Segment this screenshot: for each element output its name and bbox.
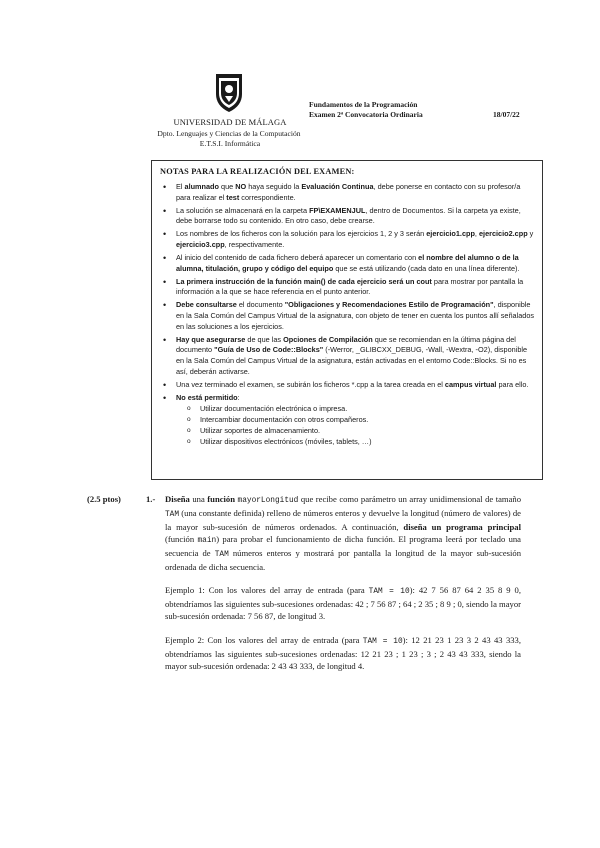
note-item-not-allowed — [176, 393, 536, 448]
note-item — [176, 380, 536, 391]
not-allowed-list — [176, 404, 536, 447]
bold-text: ejercicio1.cpp — [426, 229, 475, 239]
course-title: Fundamentos de la Programación — [309, 100, 418, 109]
school-name: E.T.S.I. Informática — [199, 139, 261, 148]
text-run: el documento — [236, 300, 285, 310]
text-run: (una constante definida) relleno de números enteros y devuelve la longitud (número de valores) de la mayor sub-sucesión de números ordenados. A continuación, — [165, 507, 521, 532]
text-run: ): 42 7 56 87 64 2 35 8 9 0, obtendríamos las siguientes sub-sucesiones ordenadas: 42 ; 7 56 87 ; 64 ; 2 35 ; 8 9 ; 0, siendo la mayor sub-sucesión ordenada: 7 56 87, de longitud 3. — [165, 585, 521, 622]
text-run: que se está utilizando (cada dato en una línea diferente). — [333, 263, 520, 273]
exam-date: 18/07/22 — [493, 110, 520, 119]
bold-text: "Obligaciones y Recomendaciones Estilo de Programación" — [284, 300, 494, 310]
note-item — [176, 300, 536, 332]
text-run: de que las — [245, 334, 284, 344]
not-allowed-item: o Utilizar soportes de almacenamiento. — [200, 426, 536, 437]
bold-text: Opciones de Compilación — [283, 334, 373, 344]
not-allowed-colon: : — [237, 392, 240, 402]
exercise-points: (2.5 ptos) — [87, 494, 121, 504]
exercise-body — [165, 494, 521, 685]
bold-text: diseña un programa principal — [403, 521, 521, 532]
not-allowed-label: No está permitido — [176, 392, 238, 402]
bold-text: el nombre del alumno o de la alumna, titulación, grupo y código del equipo — [176, 253, 519, 273]
text-run: números enteros y mostrará por pantalla la longitud de la mayor sub-sucesión ordenada de dicha secuencia. — [165, 547, 521, 572]
bold-text: ejercicio2.cpp — [478, 229, 528, 239]
university-logo — [211, 72, 247, 114]
department-name: Dpto. Lenguajes y Ciencias de la Computación — [157, 129, 301, 138]
text-run: para ello. — [496, 379, 529, 389]
bold-text: Diseña — [165, 494, 190, 504]
bold-text: campus virtual — [444, 379, 497, 389]
text-run: y — [527, 229, 534, 239]
text-run: Ejemplo 1: Con los valores del array de entrada (para — [165, 585, 369, 596]
bold-text: NO — [235, 182, 247, 191]
text-run: Ejemplo 2: Con los valores del array de entrada (para — [165, 635, 363, 646]
note-item — [176, 206, 536, 227]
logo-emblem-icon — [216, 74, 242, 112]
note-item — [176, 253, 536, 274]
note-item — [176, 277, 536, 298]
bold-text: FP\EXAMENJUL — [309, 205, 366, 215]
text-run: , dentro de Documentos. Si la carpeta ya existe, debe borrarse todo su contenido. En otro caso, debe crearse. — [176, 205, 521, 226]
text-run: Al inicio del contenido de cada fichero deberá aparecer un comentario con — [176, 253, 419, 263]
text-run: para mostrar por pantalla la información a la que se hace referencia en el punto anterior. — [176, 276, 524, 297]
bold-text: ejercicio3.cpp — [176, 239, 225, 249]
text-run: (función — [165, 533, 198, 544]
code-text: main — [197, 536, 217, 545]
exam-title: Examen 2ª Convocatoria Ordinaria — [309, 110, 423, 119]
bold-text: test — [226, 192, 240, 202]
exercise-example-2 — [165, 635, 521, 673]
exercise-number: 1.- — [146, 494, 156, 504]
text-run: La solución se almacenará en la carpeta — [176, 205, 310, 215]
bold-text: Debe consultarse — [176, 300, 237, 310]
notes-title: NOTAS PARA LA REALIZACIÓN DEL EXAMEN: — [160, 167, 355, 176]
text-run: que se recomiendan en la última página del documento — [176, 334, 516, 355]
text-run: que — [218, 182, 236, 191]
exercise-example-1 — [165, 585, 521, 623]
bold-text: Hay que asegurarse — [176, 334, 246, 344]
text-run: , respectivamente. — [224, 239, 285, 249]
text-run: ) para probar el funcionamiento de dicha función. El programa leerá por teclado una secuencia de — [165, 533, 521, 558]
notes-list — [156, 182, 536, 447]
code-text: TAM — [165, 510, 180, 519]
not-allowed-item: o Utilizar dispositivos electrónicos (móviles, tablets, …) — [200, 437, 536, 448]
bold-text: función — [207, 494, 235, 504]
bold-text: La primera instrucción de la función main() de cada ejercicio será un cout — [176, 276, 432, 286]
code-text: TAM = 10 — [362, 638, 403, 647]
code-text: TAM = 10 — [368, 588, 410, 597]
text-run: haya seguido la — [246, 182, 302, 191]
text-run: ): 12 21 23 1 23 3 2 43 43 333, obtendríamos las siguientes sub-sucesiones ordenadas: 12 21 23 ; 1 23 ; 3 ; 2 43 43 333, siendo la mayor sub-sucesión ordenada: 2 43 43 333, de longitud 4. — [165, 635, 521, 671]
text-run: Los nombres de los ficheros con la solución para los ejercicios 1, 2 y 3 serán — [176, 229, 427, 239]
code-text: TAM — [214, 550, 229, 559]
university-name: UNIVERSIDAD DE MÁLAGA — [173, 117, 287, 127]
text-run: que recibe como parámetro un array unidimensional de tamaño — [298, 494, 521, 504]
note-item — [176, 182, 536, 203]
text-run: El — [176, 182, 185, 191]
bold-text: Evaluación Continua — [301, 182, 374, 191]
text-run: correspondiente. — [239, 192, 296, 202]
text-run: , disponible en la Sala Común del Campus Virtual de la asignatura, con objeto de tener en cuenta los puntos allí señalados en las soluciones a los ejercicios. — [176, 300, 535, 331]
note-item — [176, 229, 536, 250]
text-run: , debe ponerse en contacto con su profesor/a para realizar el — [176, 182, 521, 202]
text-run: , — [474, 229, 479, 239]
exam-notes-box — [151, 160, 543, 480]
text-run: una — [189, 494, 208, 504]
note-item — [176, 335, 536, 377]
exercise-statement — [165, 494, 521, 573]
not-allowed-item: o Intercambiar documentación con otros compañeros. — [200, 415, 536, 426]
text-run: (-Werror, _GLIBCXX_DEBUG, -Wall, -Wextra, -O2), disponible en la Sala Común del Campus Virtual de la asignatura, están activadas en el entorno Code::Blocks. Si no es así, deberán activarse. — [176, 345, 528, 376]
code-text: mayorLongitud — [237, 497, 299, 505]
text-run: Una vez terminado el examen, se subirán los ficheros *.cpp a la tarea creada en el — [176, 379, 445, 389]
bold-text: "Guía de Uso de Code::Blocks" — [214, 345, 324, 355]
not-allowed-item: o Utilizar documentación electrónica o impresa. — [200, 404, 536, 415]
bold-text: alumnado — [184, 182, 219, 191]
